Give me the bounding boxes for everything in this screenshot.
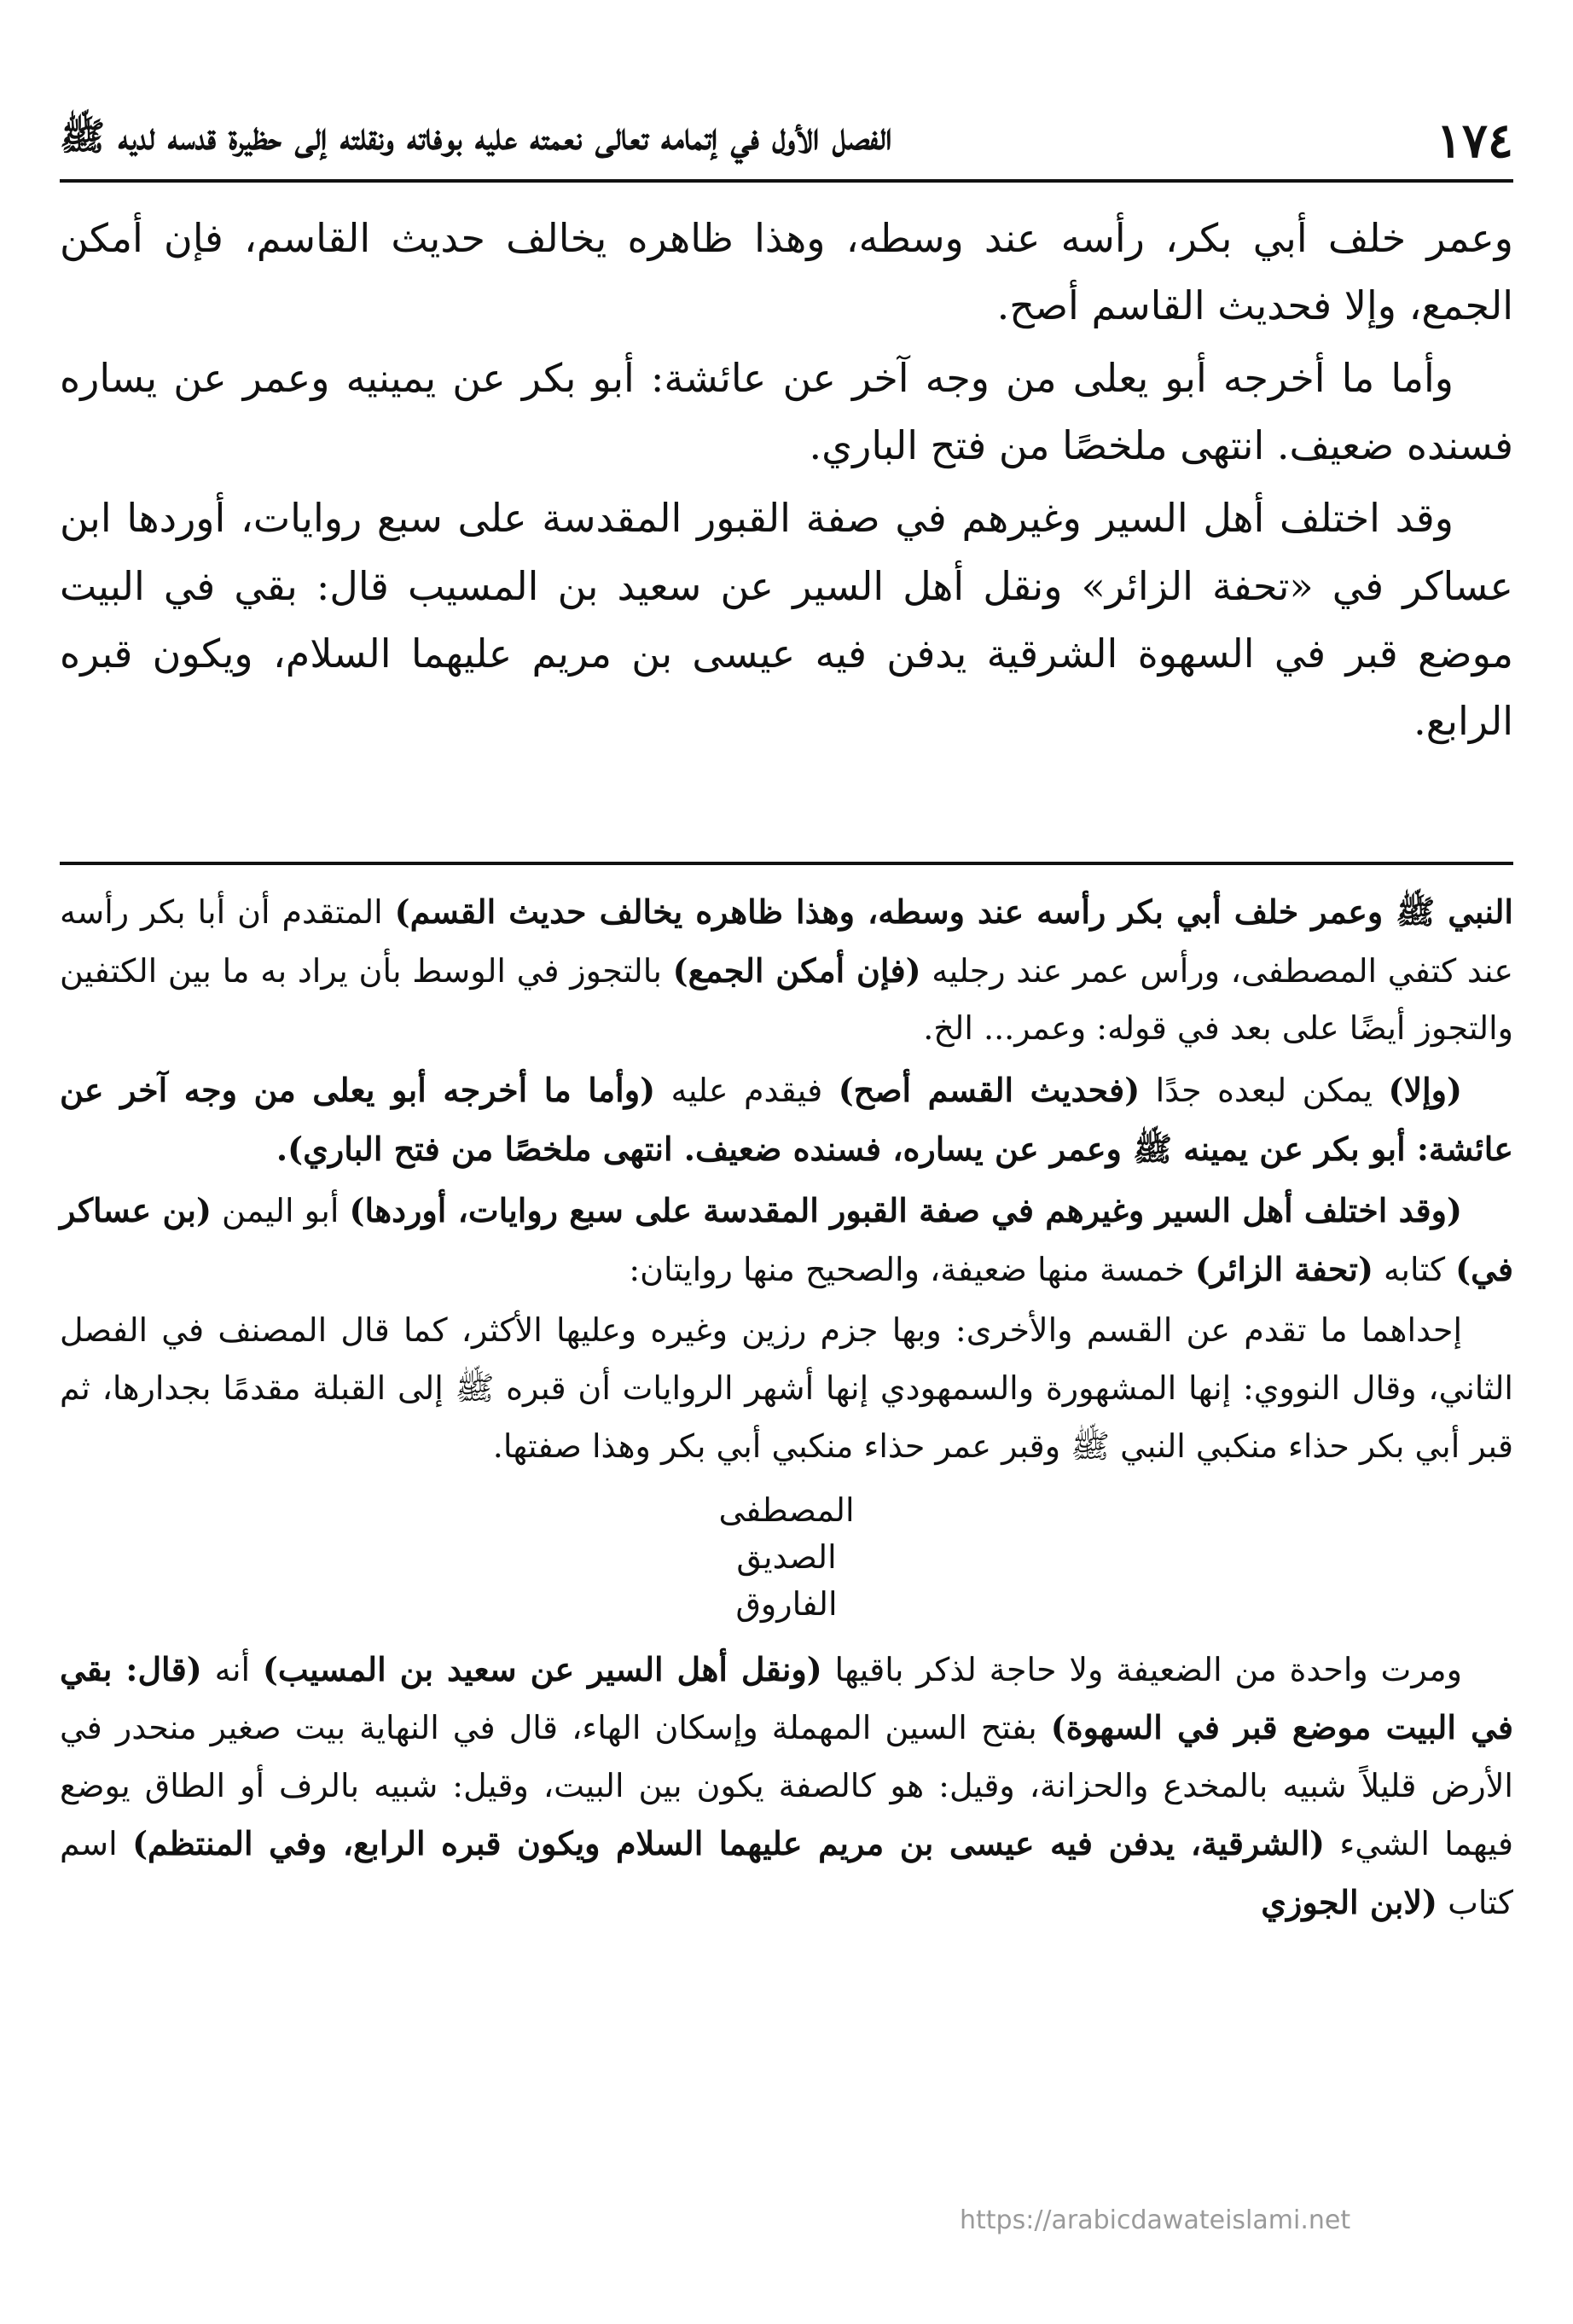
quoted-text: (فحديث القسم أصح) [838,1070,1141,1109]
diagram-line: الفاروق [735,1585,838,1624]
quoted-text: (لابن الجوزي [1261,1883,1437,1922]
footnote-separator [60,862,1513,865]
watermark-url: https://arabicdawateislami.net [960,2205,1351,2235]
quoted-text: (وقد اختلف أهل السير وغيرهم في صفة القبور المقدسة على سبع روايات، أوردها) [349,1191,1463,1230]
page-header [60,102,1513,183]
diagram-line: المصطفى [718,1491,855,1530]
quoted-text: (تحفة الزائر) [1194,1249,1373,1288]
commentary-text-span: بفتح السين المهملة وإسكان الهاء، قال في النهاية بيت صغير منحدر في الأرض قليلاً شبيه بالمخدع والحزانة، وقيل: هو كالصفة يكون بين البيت، وقيل: شبيه بالرف أو الطاق يوضع فيهما الشيء [60,1709,1513,1863]
commentary-text-span: أنه [201,1650,263,1688]
commentary-text-span: أبو اليمن [211,1192,350,1230]
running-title: الفصل الأول في إتمامه تعالى نعمته عليه بوفاته ونقلته إلى حظيرة قدسه لديه ﷺ [60,115,892,159]
commentary-text-span: ومرت واحدة من الضعيفة ولا حاجة لذكر باقيها [821,1650,1462,1688]
diagram-line: الصديق [736,1538,837,1577]
commentary-paragraph [60,1182,1513,1299]
commentary-text-span: اسم كتاب [60,1825,1513,1922]
commentary-text-span: كتابه [1373,1250,1456,1288]
commentary-paragraph [60,883,1513,1058]
quoted-text: (قال: بقي في البيت موضع قبر في السهوة) [60,1649,1513,1747]
commentary-paragraph [60,1061,1513,1178]
commentary-paragraph: إحداهما ما تقدم عن القسم والأخرى: وبها جزم رزين وغيره وعليها الأكثر، كما قال المصنف في الفصل الثاني، وقال النووي: إنها المشهورة والسمهودي إنها أشهر الروايات أن قبره ﷺ إلى القبلة مقدمًا بجدارها، ثم قبر أبي بكر حذاء منكبي النبي ﷺ وقبر عمر حذاء منكبي أبي بكر وهذا صفتها. [60,1311,1513,1465]
grave-arrangement-diagram [60,1487,1513,1628]
quoted-text: (بن عساكر في) [60,1191,1513,1288]
commentary-text-span: خمسة منها ضعيفة، والصحيح منها روايتان: [629,1250,1195,1288]
main-text [60,205,1513,760]
quoted-text: (وإلا) [1388,1070,1463,1109]
commentary-text-span: يمكن لبعده جدًا [1140,1071,1389,1109]
main-paragraph: وعمر خلف أبي بكر، رأسه عند وسطه، وهذا ظاهره يخالف حديث القاسم، فإن أمكن الجمع، وإلا فحديث القاسم أصح. [60,215,1513,329]
quoted-text: (ونقل أهل السير عن سعيد بن المسيب) [262,1649,822,1688]
commentary-text [60,883,1513,1936]
commentary-paragraph [60,1641,1513,1932]
page-number: ١٧٤ [1436,113,1513,169]
quoted-text: (وأما ما أخرجه أبو يعلى من وجه آخر عن عائشة: أبو بكر عن يمينه ﷺ وعمر عن يساره، فسنده ضعيف. انتهى ملخصًا من فتح الباري). [60,1070,1513,1168]
quoted-text: (فإن أمكن الجمع) [672,950,921,990]
commentary-text-span: فيقدم عليه [655,1071,839,1109]
quoted-text: النبي ﷺ وعمر خلف أبي بكر رأسه عند وسطه، وهذا ظاهره يخالف حديث القسم) [394,892,1513,931]
quoted-text: (الشرقية، يدفن فيه عيسى بن مريم عليهما السلام ويكون قبره الرابع، وفي المنتظم) [132,1824,1325,1863]
commentary-text-span: المتقدم أن أبا بكر رأسه عند كتفي المصطفى، ورأس عمر عند رجليه [60,893,1514,990]
main-paragraph: وقد اختلف أهل السير وغيرهم في صفة القبور المقدسة على سبع روايات، أوردها ابن عساكر في «تحفة الزائر» ونقل أهل السير عن سعيد بن المسيب قال: بقي في البيت موضع قبر في السهوة الشرقية يدفن فيه عيسى بن مريم عليهما السلام، ويكون قبره الرابع. [60,495,1513,744]
main-paragraph: وأما ما أخرجه أبو يعلى من وجه آخر عن عائشة: أبو بكر عن يمينيه وعمر عن يساره فسنده ضعيف. انتهى ملخصًا من فتح الباري. [60,355,1513,469]
commentary-text-span: بالتجوز في الوسط بأن يراد به ما بين الكتفين والتجوز أيضًا على بعد في قوله: وعمر... الخ. [60,951,1513,1048]
